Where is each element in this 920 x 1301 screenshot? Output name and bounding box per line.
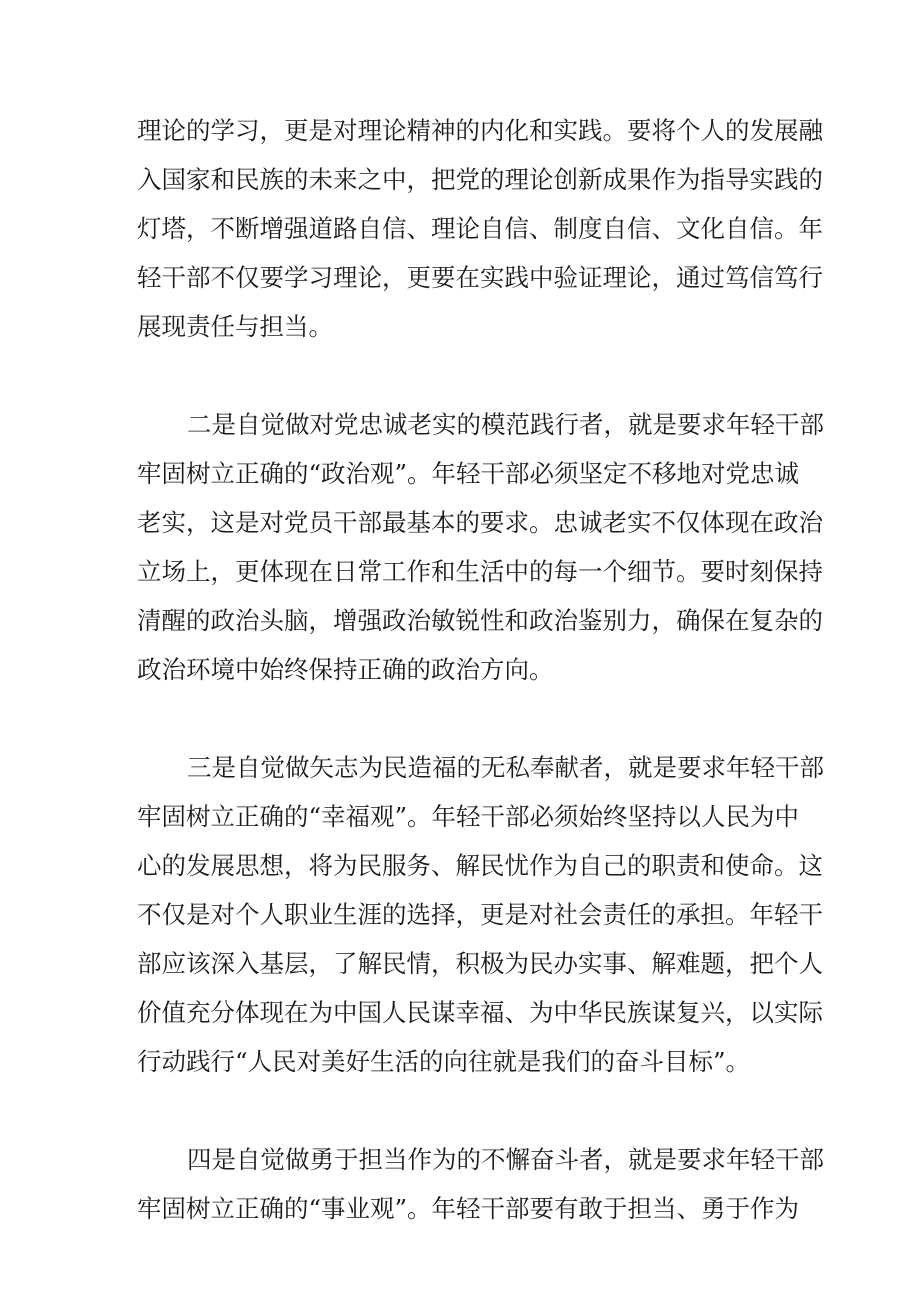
text-line: 心的发展思想，将为民服务、解民忧作为自己的职责和使命。这 <box>137 851 823 880</box>
text-line: 老实，这是对党员干部最基本的要求。忠诚老实不仅体现在政治 <box>137 508 823 537</box>
text-line: 二是自觉做对党忠诚老实的模范践行者，就是要求年轻干部 <box>187 410 824 439</box>
text-line: 展现责任与担当。 <box>137 312 333 341</box>
text-line: 四是自觉做勇于担当作为的不懈奋斗者，就是要求年轻干部 <box>187 1145 824 1174</box>
text-line: 轻干部不仅要学习理论，更要在实践中验证理论，通过笃信笃行 <box>137 263 823 292</box>
text-line: 理论的学习，更是对理论精神的内化和实践。要将个人的发展融 <box>137 116 823 145</box>
text-line: 清醒的政治头脑，增强政治敏锐性和政治鉴别力，确保在复杂的 <box>137 606 823 635</box>
text-line: 灯塔，不断增强道路自信、理论自信、制度自信、文化自信。年 <box>137 214 823 243</box>
text-line: 不仅是对个人职业生涯的选择，更是对社会责任的承担。年轻干 <box>137 900 823 929</box>
text-line: 立场上，更体现在日常工作和生活中的每一个细节。要时刻保持 <box>137 557 823 586</box>
text-line: 牢固树立正确的“政治观”。年轻干部必须坚定不移地对党忠诚 <box>137 459 800 488</box>
text-line: 牢固树立正确的“幸福观”。年轻干部必须始终坚持以人民为中 <box>137 802 800 831</box>
text-line: 价值充分体现在为中国人民谋幸福、为中华民族谋复兴，以实际 <box>137 998 823 1027</box>
text-line: 三是自觉做矢志为民造福的无私奉献者，就是要求年轻干部 <box>187 753 824 782</box>
text-line: 入国家和民族的未来之中，把党的理论创新成果作为指导实践的 <box>137 165 823 194</box>
text-line: 政治环境中始终保持正确的政治方向。 <box>137 655 554 684</box>
text-line: 牢固树立正确的“事业观”。年轻干部要有敢于担当、勇于作为 <box>137 1194 800 1223</box>
text-line: 部应该深入基层，了解民情，积极为民办实事、解难题，把个人 <box>137 949 823 978</box>
text-line: 行动践行“人民对美好生活的向往就是我们的奋斗目标”。 <box>137 1047 751 1076</box>
